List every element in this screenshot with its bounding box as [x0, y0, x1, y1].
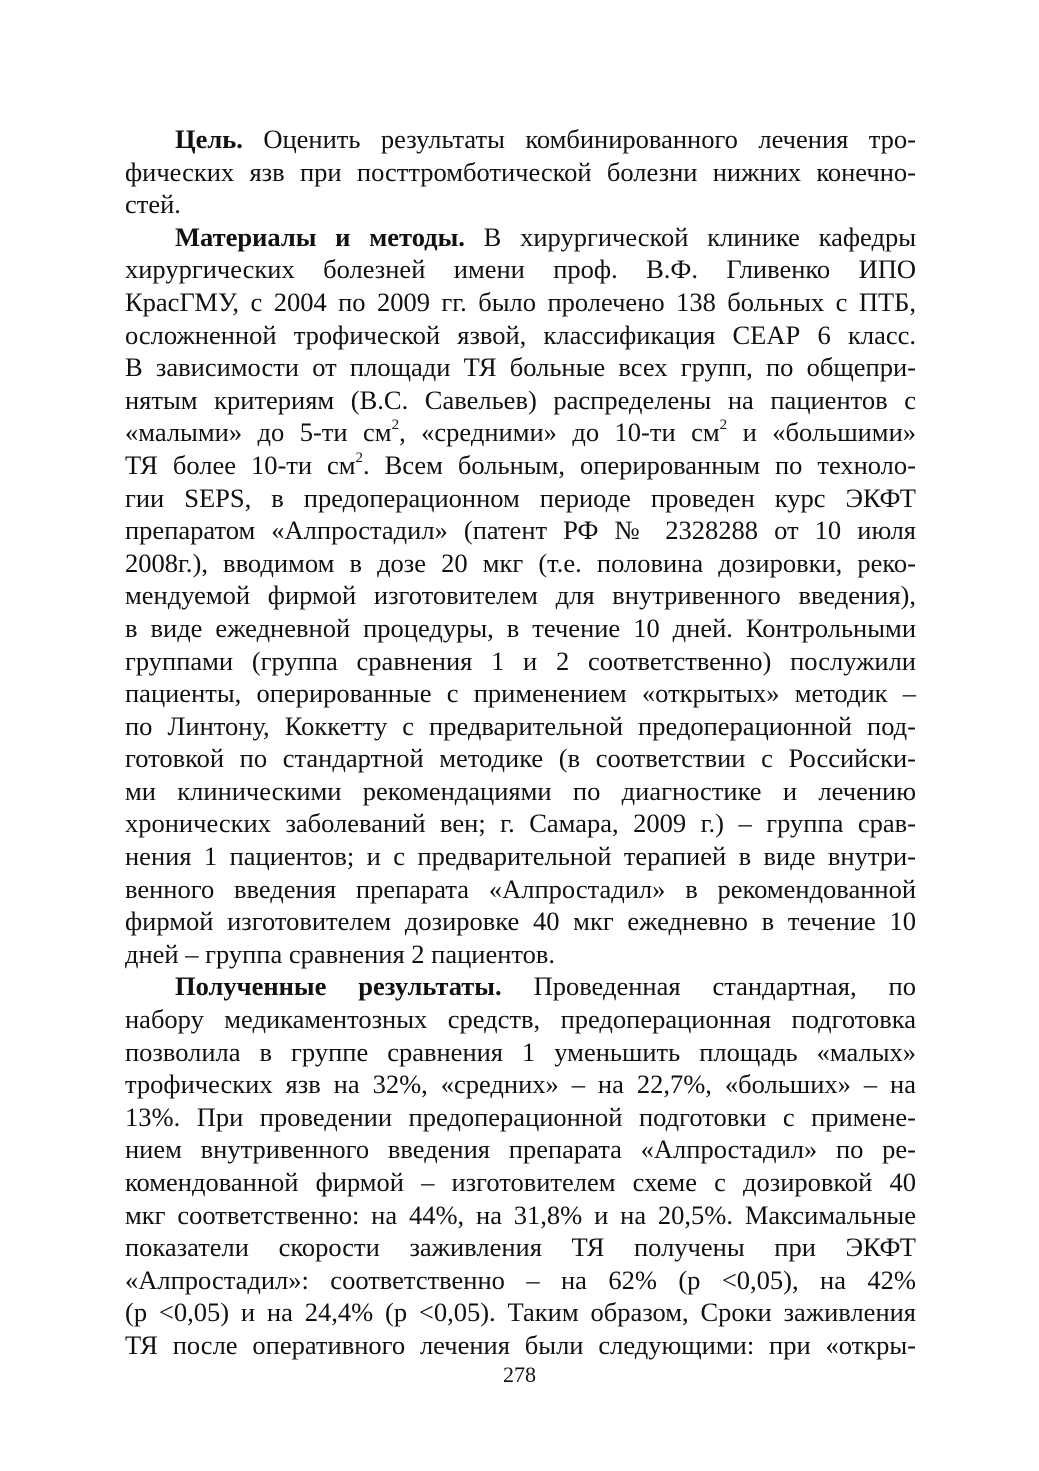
text-line: [125, 123, 916, 156]
body-text: [125, 123, 916, 1362]
text-segment: 13%. При проведении предоперационной подготовки с примене-: [125, 1101, 916, 1132]
text-line: [125, 1166, 916, 1199]
text-line: [125, 547, 916, 580]
text-segment: и «большими»: [727, 417, 917, 448]
text-line: [125, 677, 916, 710]
text-segment: . Всем больным, оперированным по техноло-: [363, 449, 916, 480]
text-line: [125, 1133, 916, 1166]
text-segment: показатели скорости заживления ТЯ получены при ЭКФТ: [125, 1232, 916, 1263]
text-line: [125, 384, 916, 417]
text-line: [125, 221, 916, 254]
text-line: [125, 1264, 916, 1297]
text-segment: группами (группа сравнения 1 и 2 соответственно) послужили: [125, 645, 916, 676]
text-line: [125, 1101, 916, 1134]
page-number: 278: [503, 1362, 536, 1387]
text-segment: нятым критериям (В.С. Савельев) распределены на пациентов с: [125, 384, 916, 415]
text-segment: мкг соответственно: на 44%, на 31,8% и на 20,5%. Максимальные: [125, 1199, 916, 1230]
text-segment: готовкой по стандартной методике (в соответствии с Российски-: [125, 743, 916, 774]
text-line: [125, 807, 916, 840]
text-segment: пациенты, оперированные с применением «открытых» методик –: [125, 678, 916, 709]
text-segment: Оценить результаты комбинированного лечения тро-: [242, 124, 916, 154]
text-segment: трофических язв на 32%, «средних» – на 22,7%, «больших» – на: [125, 1069, 916, 1100]
text-line: [125, 645, 916, 678]
text-line: [125, 840, 916, 873]
text-line: [125, 938, 916, 971]
text-segment: 2008г.), вводимом в дозе 20 мкг (т.е. половина дозировки, реко-: [125, 547, 916, 578]
text-segment: ми клиническими рекомендациями по диагностике и лечению: [125, 775, 916, 806]
text-segment: , «средними» до 10-ти см: [399, 417, 720, 448]
text-line: [125, 1329, 916, 1362]
text-segment: дней – группа сравнения 2 пациентов.: [125, 938, 556, 969]
text-segment: «Алпростадил»: соответственно – на 62% (р <0,05), на 42%: [125, 1264, 916, 1295]
text-line: [125, 612, 916, 645]
text-line: [125, 286, 916, 319]
text-line: [125, 579, 916, 612]
superscript: 2: [355, 449, 364, 466]
section-heading: Цель.: [175, 124, 243, 154]
text-line: [125, 449, 916, 482]
text-segment: «малыми» до 5-ти см: [125, 417, 392, 448]
section-heading: Полученные результаты.: [175, 971, 502, 1002]
text-segment: мендуемой фирмой изготовителем для внутривенного введения),: [125, 580, 916, 611]
text-segment: нием внутривенного введения препарата «Алпростадил» по ре-: [125, 1134, 916, 1165]
text-segment: стей.: [125, 189, 181, 220]
text-line: [125, 319, 916, 352]
text-segment: хронических заболеваний вен; г. Самара, 2009 г.) – группа срав-: [125, 808, 916, 839]
text-segment: в виде ежедневной процедуры, в течение 10 дней. Контрольными: [125, 612, 916, 643]
text-line: [125, 156, 916, 189]
section-heading: Материалы и методы.: [175, 221, 465, 252]
superscript: 2: [719, 417, 728, 434]
text-segment: позволила в группе сравнения 1 уменьшить площадь «малых»: [125, 1036, 916, 1067]
superscript: 2: [391, 417, 400, 434]
text-line: [125, 710, 916, 743]
text-segment: венного введения препарата «Алпростадил» в рекомендованной: [125, 873, 916, 904]
text-segment: гии SEPS, в предоперационном периоде проведен курс ЭКФТ: [125, 482, 916, 513]
text-segment: хирургических болезней имени проф. В.Ф. Гливенко ИПО: [125, 254, 916, 285]
text-segment: по Линтону, Коккетту с предварительной предоперационной под-: [125, 710, 916, 741]
text-line: [125, 1231, 916, 1264]
text-segment: препаратом «Алпростадил» (патент РФ № 2328288 от 10 июля: [125, 515, 916, 546]
text-segment: В зависимости от площади ТЯ больные всех групп, по общепри-: [125, 352, 916, 383]
text-line: [125, 873, 916, 906]
text-segment: Проведенная стандартная, по: [501, 971, 916, 1002]
text-segment: набору медикаментозных средств, предоперационная подготовка: [125, 1004, 916, 1035]
text-line: [125, 253, 916, 286]
text-segment: ТЯ более 10-ти см: [125, 449, 356, 480]
text-line: [125, 970, 916, 1003]
text-line: [125, 742, 916, 775]
text-line: [125, 1068, 916, 1101]
text-segment: нения 1 пациентов; и с предварительной терапией в виде внутри-: [125, 841, 916, 872]
text-line: [125, 416, 916, 449]
text-line: [125, 1296, 916, 1329]
text-segment: (р <0,05) и на 24,4% (р <0,05). Таким образом, Сроки заживления: [125, 1297, 916, 1328]
text-segment: В хирургической клинике кафедры: [464, 221, 916, 252]
text-segment: осложненной трофической язвой, классификация СЕАР 6 класс.: [125, 319, 916, 350]
text-segment: ТЯ после оперативного лечения были следующими: при «откры-: [125, 1329, 916, 1360]
text-line: [125, 514, 916, 547]
text-segment: фирмой изготовителем дозировке 40 мкг ежедневно в течение 10: [125, 906, 916, 937]
text-line: [125, 1036, 916, 1069]
text-segment: комендованной фирмой – изготовителем схеме с дозировкой 40: [125, 1167, 916, 1197]
text-segment: КрасГМУ, с 2004 по 2009 гг. было пролечено 138 больных с ПТБ,: [125, 286, 916, 317]
text-line: [125, 482, 916, 515]
text-line: [125, 1199, 916, 1232]
text-segment: фических язв при посттромботической болезни нижних конечно-: [125, 156, 916, 187]
text-line: [125, 1003, 916, 1036]
text-line: [125, 351, 916, 384]
text-line: [125, 905, 916, 938]
text-line: [125, 775, 916, 808]
text-line: [125, 188, 916, 221]
